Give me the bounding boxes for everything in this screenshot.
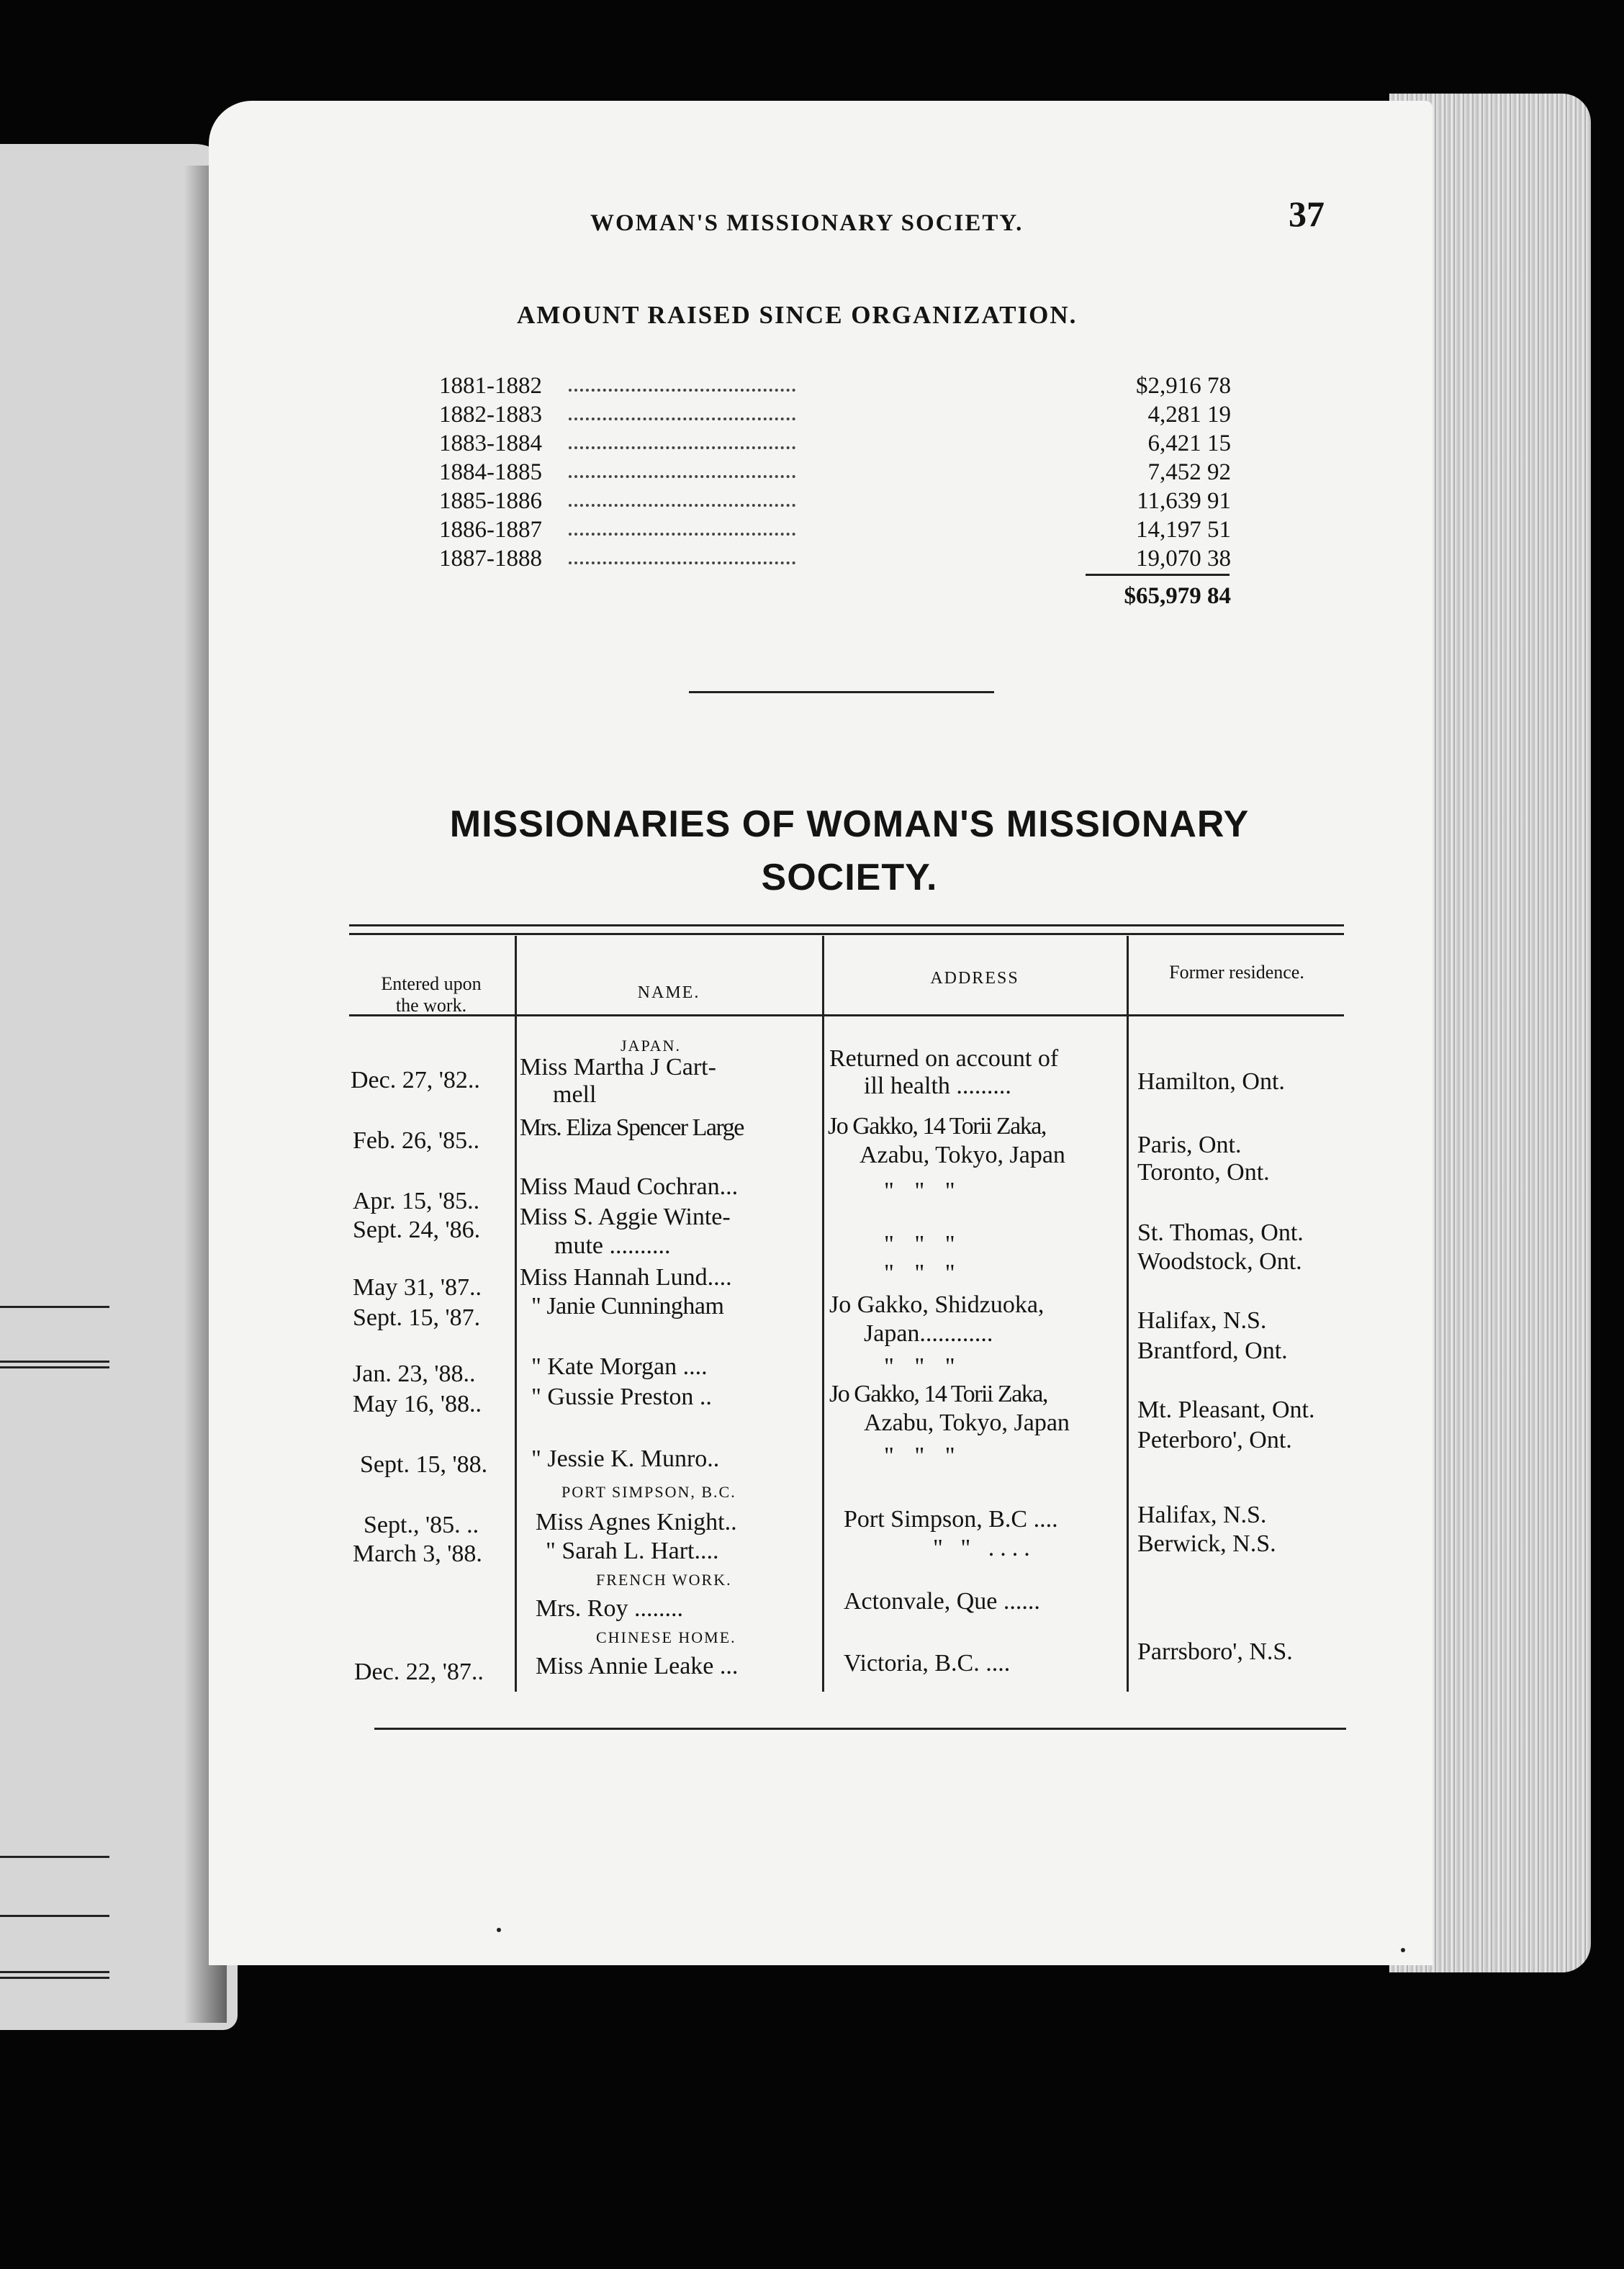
missionary-name: " Gussie Preston .. (531, 1384, 712, 1410)
dot-leader (569, 446, 795, 449)
left-page-rule (0, 1856, 109, 1858)
amount-value: 19,070 38 (1136, 546, 1231, 572)
dot-leader (569, 561, 795, 564)
missionary-address: Actonvale, Que ...... (844, 1588, 1040, 1615)
section-label-french-work: FRENCH WORK. (596, 1571, 732, 1589)
column-rule (1127, 936, 1129, 1692)
column-header-residence: Former residence. (1169, 962, 1304, 983)
missionary-name: Mrs. Eliza Spencer Large (520, 1114, 744, 1141)
entry-date: Jan. 23, '88.. (353, 1361, 476, 1387)
former-residence: Parrsboro', N.S. (1137, 1638, 1293, 1665)
missionary-name: " Janie Cunningham (531, 1293, 724, 1320)
amount-value: 11,639 91 (1137, 488, 1231, 514)
left-page-rule (0, 1366, 109, 1368)
amount-value: 14,197 51 (1136, 517, 1231, 543)
missionary-name: " Kate Morgan .... (531, 1353, 708, 1380)
former-residence: Halifax, N.S. (1137, 1307, 1267, 1334)
column-rule (822, 936, 824, 1692)
former-residence: Berwick, N.S. (1137, 1530, 1276, 1557)
column-header-name: NAME. (637, 983, 700, 1002)
ditto-address: " " .... (933, 1535, 1036, 1561)
dot-leader (569, 418, 795, 420)
former-residence: Mt. Pleasant, Ont. (1137, 1397, 1315, 1423)
entry-date: Sept. 15, '87. (353, 1304, 481, 1331)
entry-date: Feb. 26, '85.. (353, 1127, 480, 1154)
ditto-address: " " " (884, 1231, 962, 1258)
column-header-address: ADDRESS (930, 969, 1019, 988)
amount-row (439, 402, 1231, 430)
amount-row (439, 459, 1231, 488)
former-residence: Hamilton, Ont. (1137, 1068, 1285, 1095)
amount-row (439, 373, 1231, 402)
entry-date: Sept. 15, '88. (360, 1451, 488, 1478)
ditto-address: " " " (884, 1178, 962, 1204)
running-head: WOMAN'S MISSIONARY SOCIETY. (590, 210, 1024, 236)
table-bottom-rule (374, 1728, 1346, 1730)
section-divider (689, 691, 994, 693)
missionary-address: Jo Gakko, 14 Torii Zaka, (828, 1113, 1046, 1140)
former-residence: Brantford, Ont. (1137, 1338, 1288, 1364)
section-label-chinese-home: CHINESE HOME. (596, 1628, 736, 1646)
entry-date: May 16, '88.. (353, 1391, 482, 1417)
missionaries-heading (382, 798, 1317, 904)
missionary-name: Mrs. Roy ........ (536, 1595, 683, 1622)
dot-leader (569, 504, 795, 507)
amount-row (439, 546, 1231, 574)
entry-date: Sept. 24, '86. (353, 1217, 481, 1243)
entry-date: Dec. 22, '87.. (354, 1659, 484, 1685)
entry-date: Apr. 15, '85.. (353, 1188, 480, 1214)
missionary-address: Japan............ (864, 1320, 993, 1347)
missionary-address: Azabu, Tokyo, Japan (864, 1409, 1070, 1436)
page-number: 37 (1289, 194, 1325, 234)
amount-year: 1883-1884 (439, 430, 542, 456)
missionary-address: Jo Gakko, Shidzuoka, (829, 1291, 1045, 1318)
missionary-address: Jo Gakko, 14 Torii Zaka, (829, 1381, 1047, 1407)
missionary-name: Miss S. Aggie Winte- (520, 1204, 731, 1230)
table-top-rule (349, 924, 1344, 926)
dot-leader (569, 475, 795, 478)
missionary-name: Miss Hannah Lund.... (520, 1264, 732, 1291)
table-top-rule (349, 933, 1344, 935)
total-rule (1086, 574, 1230, 576)
entry-date: May 31, '87.. (353, 1274, 482, 1301)
amount-section-title: AMOUNT RAISED SINCE ORGANIZATION. (517, 301, 1078, 329)
missionary-name: " Jessie K. Munro.. (531, 1445, 720, 1472)
missionary-name: mute .......... (554, 1232, 671, 1259)
section-label-japan: JAPAN. (621, 1037, 681, 1055)
print-speck (497, 1928, 501, 1932)
dot-leader (569, 389, 795, 392)
entry-date: March 3, '88. (353, 1541, 482, 1567)
amount-value: 4,281 19 (1147, 402, 1231, 428)
missionary-name: mell (553, 1081, 597, 1108)
former-residence: St. Thomas, Ont. (1137, 1219, 1304, 1246)
header-line: Entered upon (381, 973, 482, 994)
former-residence: Paris, Ont. (1137, 1132, 1242, 1158)
heading-line: MISSIONARIES OF WOMAN'S MISSIONARY (449, 803, 1250, 845)
print-speck (1401, 1948, 1405, 1952)
amount-year: 1887-1888 (439, 546, 542, 572)
left-page-rule (0, 1971, 109, 1973)
ditto-address: " " " (884, 1260, 962, 1286)
header-line: the work. (395, 995, 467, 1016)
missionary-name: Miss Maud Cochran... (520, 1173, 739, 1200)
missionary-address: Port Simpson, B.C .... (844, 1506, 1058, 1533)
left-page-rule (0, 1915, 109, 1917)
section-label-port-simpson: PORT SIMPSON, B.C. (561, 1483, 736, 1501)
former-residence: Peterboro', Ont. (1137, 1427, 1292, 1453)
missionary-address: ill health ......... (864, 1073, 1011, 1099)
entry-date: Dec. 27, '82.. (351, 1067, 480, 1093)
missionary-address: Azabu, Tokyo, Japan (860, 1142, 1065, 1168)
amount-year: 1881-1882 (439, 373, 542, 399)
missionary-name: Miss Annie Leake ... (536, 1653, 739, 1679)
column-header-entered (349, 973, 513, 1016)
amount-row (439, 430, 1231, 459)
amount-value: 6,421 15 (1147, 430, 1231, 456)
amount-year: 1882-1883 (439, 402, 542, 428)
amount-total: $65,979 84 (1124, 583, 1231, 609)
former-residence: Halifax, N.S. (1137, 1502, 1267, 1528)
left-page-rule (0, 1361, 109, 1363)
ditto-address: " " " (884, 1353, 962, 1380)
left-page-rule (0, 1977, 109, 1979)
heading-line: SOCIETY. (761, 857, 938, 898)
missionary-name: Miss Martha J Cart- (520, 1054, 716, 1081)
amount-year: 1884-1885 (439, 459, 542, 485)
amount-row (439, 517, 1231, 546)
amount-value: 7,452 92 (1147, 459, 1231, 485)
column-rule (515, 936, 517, 1692)
dot-leader (569, 533, 795, 536)
former-residence: Toronto, Ont. (1137, 1159, 1270, 1186)
former-residence: Woodstock, Ont. (1137, 1248, 1302, 1275)
amount-row (439, 488, 1231, 517)
missionary-address: Returned on account of (829, 1045, 1059, 1072)
amount-year: 1885-1886 (439, 488, 542, 514)
missionary-name: " Sarah L. Hart.... (546, 1538, 719, 1564)
entry-date: Sept., '85. .. (364, 1512, 479, 1538)
missionary-address: Victoria, B.C. .... (844, 1650, 1011, 1677)
amount-year: 1886-1887 (439, 517, 542, 543)
amount-value: $2,916 78 (1136, 373, 1231, 399)
missionary-name: Miss Agnes Knight.. (536, 1509, 737, 1535)
left-page-rule (0, 1306, 109, 1308)
ditto-address: " " " (884, 1443, 962, 1469)
